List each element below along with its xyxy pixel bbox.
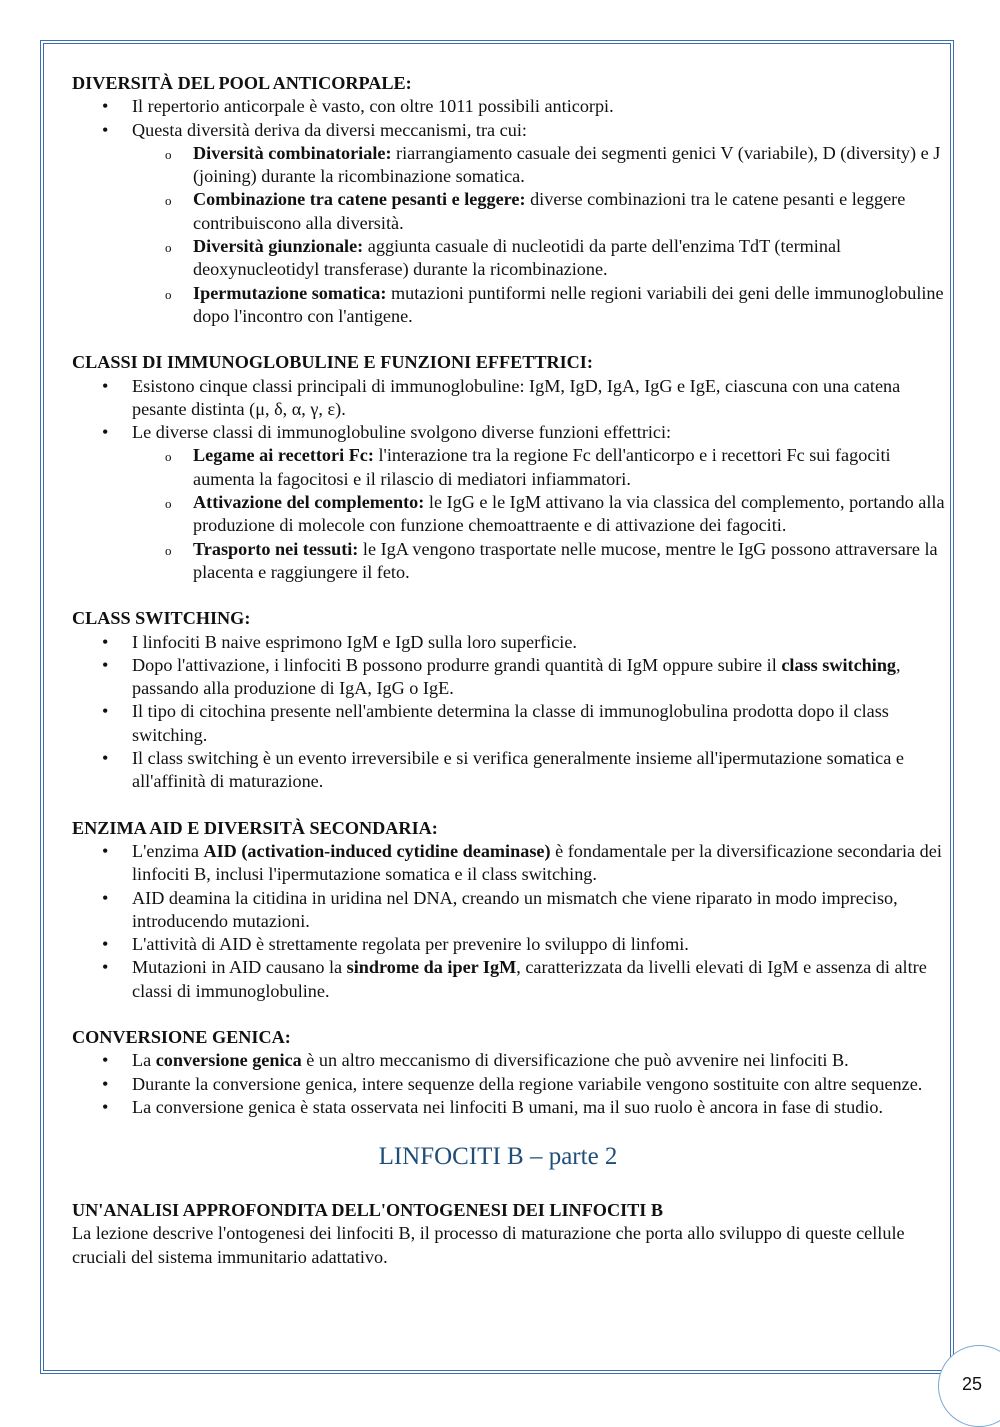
section <box>72 1026 954 1119</box>
bullet-item <box>72 840 954 887</box>
bold-term: Trasporto nei tessuti: <box>193 538 359 559</box>
bold-term: conversione genica <box>155 1050 302 1071</box>
sub-bullet-item <box>72 188 954 235</box>
bold-term: sindrome da iper IgM <box>346 957 517 978</box>
bold-term: Legame ai recettori Fc: <box>193 445 374 466</box>
sub-bullet-item <box>72 235 954 282</box>
text-segment: riarrangiamento casuale dei segmenti genici V (variabile), D (diversity) e J (joining) durante la ricombinazione somatica. <box>193 142 941 187</box>
sub-bullet-item <box>72 538 954 585</box>
bold-term: AID (activation-induced cytidine deaminase) <box>203 840 551 861</box>
bullet-item <box>72 95 954 118</box>
text-segment: Il tipo di citochina presente nell'ambiente determina la classe di immunoglobulina prodotta dopo il class switching. <box>132 701 889 745</box>
sub-bullet-item <box>72 142 954 189</box>
text-segment: l'interazione tra la regione Fc dell'anticorpo e i recettori Fc sui fagociti aumenta la fagocitosi e il rilascio di mediatori infiammatori. <box>193 445 891 489</box>
section <box>72 817 954 1003</box>
bullet-item <box>72 119 954 329</box>
text-segment: , passando alla produzione di IgA, IgG o IgE. <box>132 654 901 699</box>
section <box>72 72 954 328</box>
text-segment: AID deamina la citidina in uridina nel DNA, creando un mismatch che viene riparato in modo impreciso, introducendo mutazioni. <box>132 887 898 931</box>
text-segment: , caratterizzata da livelli elevati di IgM e assenza di altre classi di immunoglobuline. <box>132 957 927 1001</box>
document-body <box>72 72 954 1269</box>
bold-term: Ipermutazione somatica: <box>193 282 387 303</box>
final-section-title: UN'ANALISI APPROFONDITA DELL'ONTOGENESI DEI LINFOCITI B <box>72 1200 664 1221</box>
text-segment: I linfociti B naive esprimono IgM e IgD sulla loro superficie. <box>132 631 577 652</box>
bullet-list <box>72 840 954 1003</box>
section <box>72 607 954 793</box>
text-segment: aggiunta casuale di nucleotidi da parte dell'enzima TdT (terminal deoxynucleotidyl transferase) durante la ricombinazione. <box>193 236 842 280</box>
text-segment: Il class switching è un evento irreversibile e si verifica generalmente insieme all'ipermutazione somatica e all'affinità di maturazione. <box>132 748 904 792</box>
bullet-item <box>72 700 954 747</box>
sub-bullet-item <box>72 491 954 538</box>
bullet-item <box>72 887 954 934</box>
text-segment: Le diverse classi di immunoglobuline svolgono diverse funzioni effettrici: <box>132 422 672 443</box>
bullet-item <box>72 654 954 701</box>
text-segment: Esistono cinque classi principali di immunoglobuline: IgM, IgD, IgA, IgG e IgE, ciascuna con una catena pesante distinta (μ, δ, α, γ, ε). <box>132 375 901 419</box>
bullet-item <box>72 933 954 956</box>
bold-term: class switching <box>781 654 897 675</box>
text-segment: le IgA vengono trasportate nelle mucose, mentre le IgG possono attraversare la placenta e raggiungere il feto. <box>193 538 938 582</box>
section-title: CLASS SWITCHING: <box>72 608 251 629</box>
text-segment: è fondamentale per la diversificazione secondaria dei linfociti B, inclusi l'ipermutazione somatica e il class switching. <box>132 840 942 885</box>
sections-container <box>72 72 954 1119</box>
text-segment: L'enzima <box>132 840 204 861</box>
text-segment: La conversione genica è stata osservata nei linfociti B umani, ma il suo ruolo è ancora in fase di studio. <box>132 1096 884 1117</box>
text-segment: Il repertorio anticorpale è vasto, con oltre 1011 possibili anticorpi. <box>132 96 614 117</box>
bullet-item <box>72 421 954 584</box>
bullet-list <box>72 631 954 794</box>
bold-term: Attivazione del complemento: <box>193 492 425 513</box>
chapter-heading: LINFOCITI B – parte 2 <box>378 1143 618 1171</box>
text-segment: L'attività di AID è strettamente regolata per prevenire lo sviluppo di linfomi. <box>132 934 689 955</box>
bullet-item <box>72 956 954 1003</box>
section-title: DIVERSITÀ DEL POOL ANTICORPALE: <box>72 73 412 93</box>
bullet-list <box>72 95 954 328</box>
sub-bullet-item <box>72 444 954 491</box>
text-segment: diverse combinazioni tra le catene pesanti e leggere contribuiscono alla diversità. <box>193 189 906 233</box>
section-title: CLASSI DI IMMUNOGLOBULINE E FUNZIONI EFFETTRICI: <box>72 352 593 373</box>
text-segment: Questa diversità deriva da diversi meccanismi, tra cui: <box>132 119 527 140</box>
bullet-item <box>72 1073 954 1096</box>
bullet-list <box>72 375 954 585</box>
bullet-item <box>72 1049 954 1072</box>
text-segment: La <box>132 1050 156 1071</box>
page-number: 25 <box>962 1374 983 1394</box>
text-segment: Durante la conversione genica, intere sequenze della regione variabile vengono sostituite con altre sequenze. <box>132 1073 923 1094</box>
text-segment: è un altro meccanismo di diversificazione che può avvenire nei linfociti B. <box>301 1050 849 1071</box>
bold-term: Diversità combinatoriale: <box>193 142 392 163</box>
text-segment: Mutazioni in AID causano la <box>132 957 347 978</box>
section-title: ENZIMA AID E DIVERSITÀ SECONDARIA: <box>72 817 438 838</box>
sub-bullet-list <box>132 142 954 328</box>
sub-bullet-list <box>132 444 954 584</box>
bullet-item <box>72 1096 954 1119</box>
section <box>72 351 954 584</box>
sub-bullet-item <box>72 282 954 329</box>
bullet-list <box>72 1049 954 1119</box>
text-segment: le IgG e le IgM attivano la via classica del complemento, portando alla produzione di molecole con funzione chemoattraente e di attivazione dei fagociti. <box>193 492 945 536</box>
text-segment: mutazioni puntiformi nelle regioni variabili dei geni delle immunoglobuline dopo l'incontro con l'antigene. <box>193 282 944 326</box>
section-title: CONVERSIONE GENICA: <box>72 1026 291 1047</box>
final-section-text: La lezione descrive l'ontogenesi dei linfociti B, il processo di maturazione che porta allo sviluppo di queste cellule cruciali del sistema immunitario adattativo. <box>72 1223 905 1267</box>
text-segment: Dopo l'attivazione, i linfociti B possono produrre grandi quantità di IgM oppure subire il <box>132 654 782 675</box>
bullet-item <box>72 631 954 654</box>
bold-term: Combinazione tra catene pesanti e leggere: <box>193 189 526 210</box>
bullet-item <box>72 747 954 794</box>
bullet-item <box>72 375 954 422</box>
bold-term: Diversità giunzionale: <box>193 236 364 257</box>
